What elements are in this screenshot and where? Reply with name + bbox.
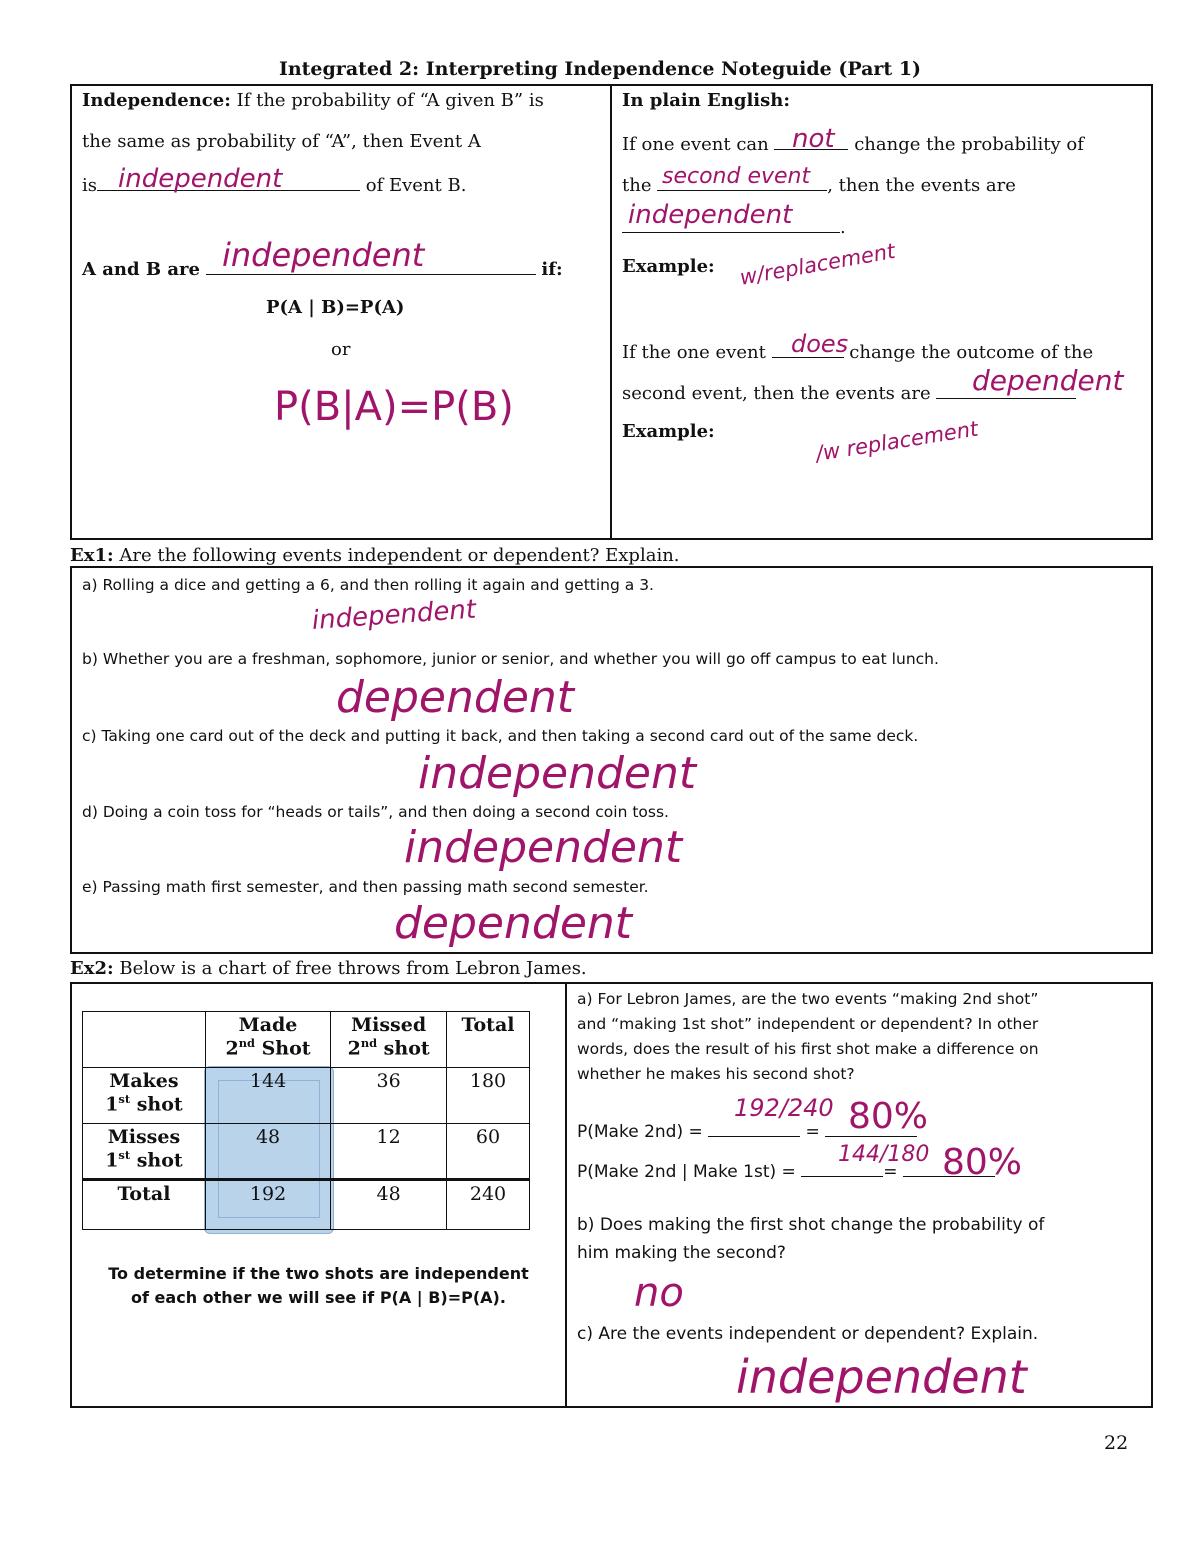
hw-not: not — [792, 124, 835, 154]
ex1-answer-a: independent — [310, 594, 478, 636]
hw-independent-answer-2: independent — [222, 236, 425, 274]
table-cell: 192 — [205, 1180, 330, 1230]
ex2-qc-line1: c) Are the events independent or dependent? Explain. — [577, 1324, 1039, 1344]
ex1-item-d: d) Doing a coin toss for “heads or tails”, and then doing a second coin toss. — [82, 803, 669, 821]
ex2-qa-line4: whether he makes his second shot? — [577, 1065, 855, 1083]
p-make-2nd-given-1st-line: P(Make 2nd | Make 1st) = = — [577, 1160, 995, 1182]
plain-english-line4: If the one event change the outcome of the — [622, 339, 1093, 363]
ex1-answer-b: dependent — [336, 672, 575, 723]
row-header-makes-1st-shot: Makes 1st shot — [83, 1068, 206, 1124]
table-cell: 12 — [331, 1124, 447, 1180]
hw-does: does — [791, 330, 849, 358]
ex1-item-e: e) Passing math first semester, and then passing math second semester. — [82, 878, 649, 896]
ex2-heading: Ex2: Below is a chart of free throws from Lebron James. — [70, 958, 587, 979]
ab-independent-line: A and B are if: — [82, 256, 563, 280]
hw-w-replacement: w/replacement — [737, 238, 897, 290]
hw-p2-percent: 80% — [942, 1142, 1023, 1183]
table-cell: 48 — [205, 1124, 330, 1180]
ex1-answer-d: independent — [404, 822, 683, 873]
hw-without-replacement: /w replacement — [814, 416, 980, 466]
independence-def-line2: the same as probability of “A”, then Event A — [82, 131, 481, 152]
table-cell: 36 — [331, 1068, 447, 1124]
p-make-2nd-line: P(Make 2nd) = = — [577, 1120, 917, 1142]
ex1-heading: Ex1: Are the following events independent or dependent? Explain. — [70, 545, 680, 566]
plain-english-line5: second event, then the events are — [622, 380, 1076, 404]
hw-independent-c: independent — [736, 1350, 1027, 1404]
example-label-1: Example: — [622, 256, 715, 277]
plain-english-heading: In plain English: — [622, 90, 790, 111]
table-cell: 60 — [447, 1124, 530, 1180]
table-cell: 240 — [447, 1180, 530, 1230]
plain-english-line3: . — [622, 214, 846, 238]
ex1-answer-e: dependent — [394, 898, 633, 949]
page-number: 22 — [1104, 1432, 1129, 1454]
formula-p-a-given-b: P(A | B)=P(A) — [266, 297, 405, 318]
ex1-answer-c: independent — [418, 748, 697, 799]
ex1-item-b: b) Whether you are a freshman, sophomore, junior or senior, and whether you will go off campus to eat lunch. — [82, 650, 939, 668]
ex2-qa-line2: and “making 1st shot” independent or dependent? In other — [577, 1015, 1039, 1033]
hw-independent-answer-1: independent — [118, 164, 283, 194]
hw-independent-plain: independent — [628, 200, 793, 230]
or-text: or — [331, 339, 351, 360]
ex2-qa-line1: a) For Lebron James, are the two events “making 2nd shot” — [577, 990, 1039, 1008]
hw-dependent: dependent — [972, 364, 1124, 397]
hw-p1-percent: 80% — [848, 1096, 929, 1137]
plain-english-line1: If one event can change the probability of — [622, 131, 1084, 155]
ex2-note-line2: of each other we will see if P(A | B)=P(A). — [131, 1288, 506, 1307]
table-cell: 180 — [447, 1068, 530, 1124]
row-header-total: Total — [83, 1180, 206, 1230]
plain-english-line2: the , then the events are — [622, 172, 1016, 196]
ex2-qa-line3: words, does the result of his first shot make a difference on — [577, 1040, 1039, 1058]
ex2-qb-line2: him making the second? — [577, 1243, 786, 1263]
independence-def-line3: is of Event B. — [82, 172, 466, 196]
hw-second-event: second event — [662, 164, 811, 189]
hw-p2-fraction: 144/180 — [838, 1142, 930, 1167]
independence-def-line1: Independence: If the probability of “A given B” is — [82, 90, 544, 111]
row-header-misses-1st-shot: Misses 1st shot — [83, 1124, 206, 1180]
free-throw-table — [82, 1011, 530, 1230]
header-made-2nd-shot: Made 2nd Shot — [205, 1012, 330, 1068]
table-cell: 144 — [205, 1068, 330, 1124]
header-total: Total — [447, 1012, 530, 1068]
hw-no: no — [634, 1270, 684, 1316]
header-missed-2nd-shot: Missed 2nd shot — [331, 1012, 447, 1068]
corner-cell — [83, 1012, 206, 1068]
ex1-item-a: a) Rolling a dice and getting a 6, and then rolling it again and getting a 3. — [82, 576, 654, 594]
ex1-item-c: c) Taking one card out of the deck and putting it back, and then taking a second card out of the same deck. — [82, 727, 919, 745]
page-title: Integrated 2: Interpreting Independence Noteguide (Part 1) — [278, 58, 922, 80]
hw-p1-fraction: 192/240 — [734, 1094, 834, 1122]
ex2-qb-line1: b) Does making the first shot change the probability of — [577, 1215, 1045, 1235]
ex2-note-line1: To determine if the two shots are independent — [108, 1264, 529, 1283]
table-cell: 48 — [331, 1180, 447, 1230]
example-label-2: Example: — [622, 421, 715, 442]
hw-formula-p-b-given-a: P(B|A)=P(B) — [274, 384, 514, 430]
